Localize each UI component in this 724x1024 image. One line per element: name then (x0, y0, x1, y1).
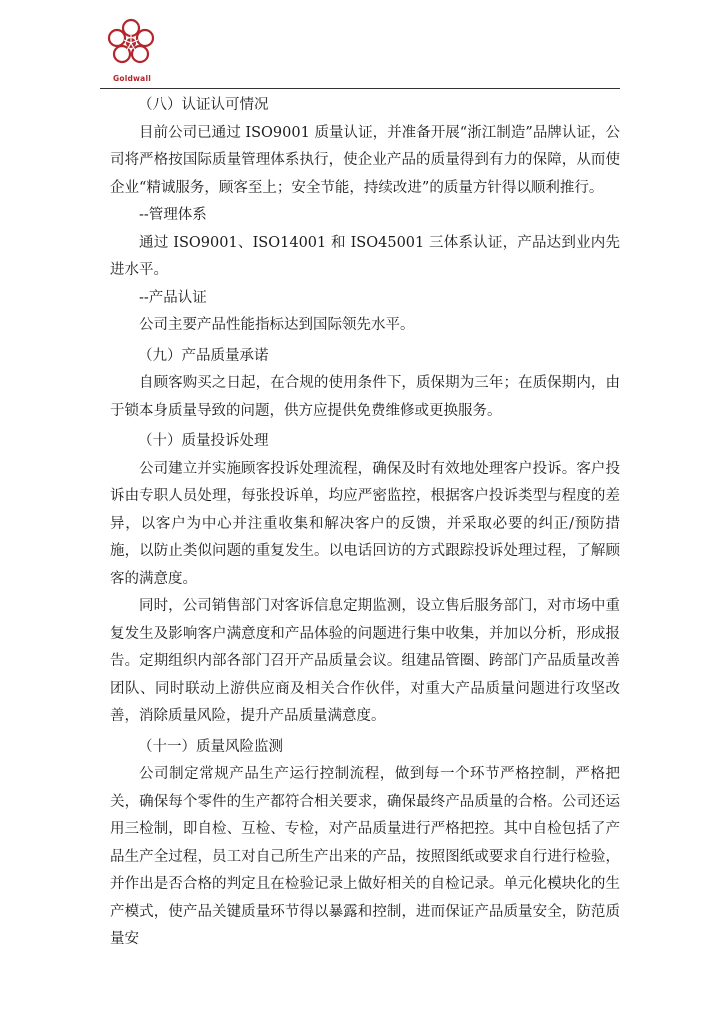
section-8-paragraph-2: 通过 ISO9001、ISO14001 和 ISO45001 三体系认证，产品达到业内先进水平。 (110, 234, 620, 278)
section-8-subheading-product: --产品认证 (139, 289, 207, 306)
section-8-paragraph-1: 目前公司已通过 ISO9001 质量认证，并准备开展“浙江制造”品牌认证，公司将严格按国际质量管理体系执行，使企业产品的质量得到有力的保障，从而使企业“精诚服务，顾客至上；安全节能，持续改进”的质量方针得以顺利推行。 (110, 124, 620, 196)
logo-wordmark: Goldwall (113, 74, 151, 83)
flower-logo-icon (100, 14, 162, 76)
header-divider (100, 88, 620, 89)
section-10-heading: （十）质量投诉处理 (138, 433, 269, 449)
section-8-heading: （八）认证认可情况 (138, 97, 269, 113)
section-11-paragraph-1: 公司制定常规产品生产运行控制流程，做到每一个环节严格控制，严格把关，确保每个零件的生产都符合相关要求，确保最终产品质量的合格。公司还运用三检制，即自检、互检、专检，对产品质量进行严格把控。其中自检包括了产品生产全过程，员工对自己所生产出来的产品，按照图纸或要求自行进行检验，并作出是否合格的判定且在检验记录上做好相关的自检记录。单元化模块化的生产模式，使产品关键质量环节得以暴露和控制，进而保证产品质量安全，防范质量安 (110, 766, 620, 947)
page-header (100, 14, 620, 88)
section-9-paragraph-1: 自顾客购买之日起，在合规的使用条件下，质保期为三年；在质保期内，由于锁本身质量导致的问题，供方应提供免费维修或更换服务。 (110, 375, 620, 419)
company-logo (100, 14, 162, 84)
document-body (110, 92, 620, 954)
section-10-paragraph-1: 公司建立并实施顾客投诉处理流程，确保及时有效地处理客户投诉。客户投诉由专职人员处理，每张投诉单，均应严密监控，根据客户投诉类型与程度的差异，以客户为中心并注重收集和解决客户的反馈，并采取必要的纠正/预防措施，以防止类似问题的重复发生。以电话回访的方式跟踪投诉处理过程，了解顾客的满意度。 (110, 460, 620, 587)
section-8-paragraph-3: 公司主要产品性能指标达到国际领先水平。 (139, 317, 415, 333)
section-9-heading: （九）产品质量承诺 (138, 347, 269, 364)
section-8-subheading-management: --管理体系 (139, 207, 207, 223)
section-11-heading: （十一）质量风险监测 (138, 738, 283, 755)
section-10-paragraph-2: 同时，公司销售部门对客诉信息定期监测，设立售后服务部门，对市场中重复发生及影响客户满意度和产品体验的问题进行集中收集，并加以分析，形成报告。定期组织内部各部门召开产品质量会议。组建品管圈、跨部门产品质量改善团队、同时联动上游供应商及相关合作伙伴，对重大产品质量问题进行攻坚改善，消除质量风险，提升产品质量满意度。 (110, 598, 620, 724)
